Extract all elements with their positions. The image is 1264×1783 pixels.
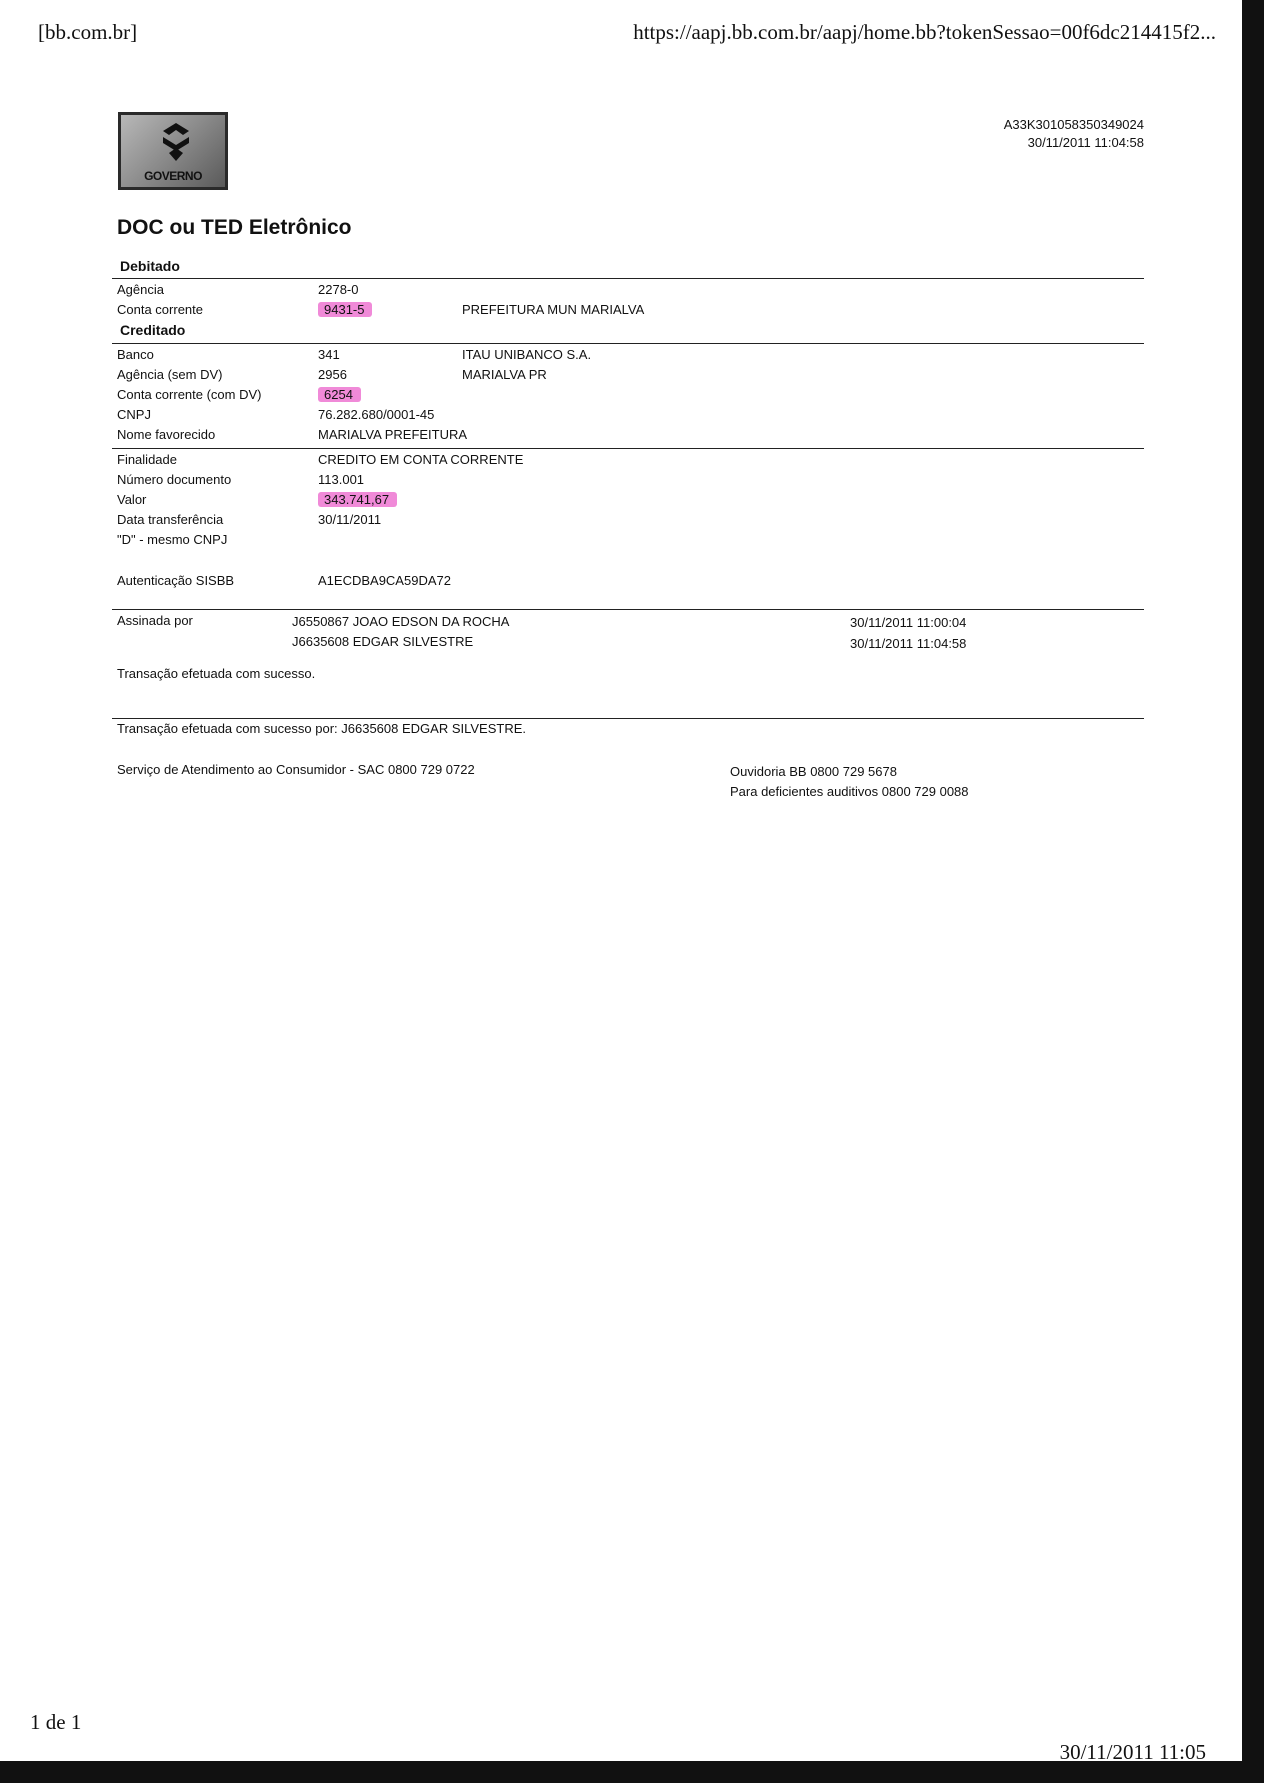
reference-datetime: 30/11/2011 11:04:58 xyxy=(1027,135,1144,150)
value-banco: 341 xyxy=(318,347,340,362)
bb-logo-icon xyxy=(159,123,193,161)
deficientes-contact: Para deficientes auditivos 0800 729 0088 xyxy=(730,784,969,799)
value-agencia: 2278-0 xyxy=(318,282,359,297)
value-titular: PREFEITURA MUN MARIALVA xyxy=(462,302,645,317)
reference-code: A33K301058350349024 xyxy=(1003,117,1144,132)
signer-datetime: 30/11/2011 11:04:58 xyxy=(850,636,967,651)
bb-logo xyxy=(118,112,228,190)
label-autenticacao: Autenticação SISBB xyxy=(117,573,235,588)
value-cnpj: 76.282.680/0001-45 xyxy=(318,407,435,422)
label-valor: Valor xyxy=(117,492,147,507)
value-numero-documento: 113.001 xyxy=(318,472,365,487)
print-header-url: https://aapj.bb.com.br/aapj/home.bb?tokenSessao=00f6dc214415f2... xyxy=(633,20,1216,44)
page-title: DOC ou TED Eletrônico xyxy=(117,216,352,239)
section-creditado: Creditado xyxy=(120,322,186,338)
print-footer-datetime: 30/11/2011 11:05 xyxy=(1059,1740,1206,1764)
scan-frame-right xyxy=(1242,0,1264,1783)
value-finalidade: CREDITO EM CONTA CORRENTE xyxy=(318,452,524,467)
signer-datetime: 30/11/2011 11:00:04 xyxy=(850,615,967,630)
print-header-site: [bb.com.br] xyxy=(38,20,138,44)
value-data-transferencia: 30/11/2011 xyxy=(318,512,382,527)
status-message: Transação efetuada com sucesso. xyxy=(117,666,316,681)
label-banco: Banco xyxy=(117,347,154,362)
divider xyxy=(112,278,1144,279)
value-autenticacao: A1ECDBA9CA59DA72 xyxy=(318,573,451,588)
divider xyxy=(112,448,1144,449)
divider xyxy=(112,343,1144,344)
label-cnpj: CNPJ xyxy=(117,407,151,422)
label-finalidade: Finalidade xyxy=(117,452,177,467)
value-agencia-cidade: MARIALVA PR xyxy=(462,367,547,382)
value-agencia-sem-dv: 2956 xyxy=(318,367,347,382)
value-valor xyxy=(318,492,397,507)
label-mesmo-cnpj: "D" - mesmo CNPJ xyxy=(117,532,228,547)
value-nome-favorecido: MARIALVA PREFEITURA xyxy=(318,427,468,442)
divider xyxy=(112,609,1144,610)
highlighted-conta: 9431-5 xyxy=(318,302,372,317)
label-agencia-sem-dv: Agência (sem DV) xyxy=(117,367,223,382)
section-debitado: Debitado xyxy=(120,258,180,274)
signer-name: J6550867 JOAO EDSON DA ROCHA xyxy=(292,614,510,629)
label-numero-documento: Número documento xyxy=(117,472,232,487)
label-conta-corrente: Conta corrente xyxy=(117,302,203,317)
label-agencia: Agência xyxy=(117,282,164,297)
highlighted-conta-credito: 6254 xyxy=(318,387,361,402)
logo-text: GOVERNO xyxy=(144,169,202,183)
label-assinada-por: Assinada por xyxy=(117,613,193,628)
label-nome-favorecido: Nome favorecido xyxy=(117,427,216,442)
print-footer-page: 1 de 1 xyxy=(30,1710,82,1734)
sac-contact: Serviço de Atendimento ao Consumidor - SAC 0800 729 0722 xyxy=(117,762,475,777)
signer-name: J6635608 EDGAR SILVESTRE xyxy=(292,634,474,649)
divider xyxy=(112,718,1144,719)
value-conta-com-dv xyxy=(318,387,361,402)
label-data-transferencia: Data transferência xyxy=(117,512,224,527)
reference-block xyxy=(1004,116,1144,152)
label-conta-com-dv: Conta corrente (com DV) xyxy=(117,387,262,402)
status-by-message: Transação efetuada com sucesso por: J6635608 EDGAR SILVESTRE. xyxy=(117,721,526,736)
highlighted-valor: 343.741,67 xyxy=(318,492,397,507)
value-conta-corrente xyxy=(318,302,372,317)
ouvidoria-contact: Ouvidoria BB 0800 729 5678 xyxy=(730,764,897,779)
value-banco-nome: ITAU UNIBANCO S.A. xyxy=(462,347,592,362)
